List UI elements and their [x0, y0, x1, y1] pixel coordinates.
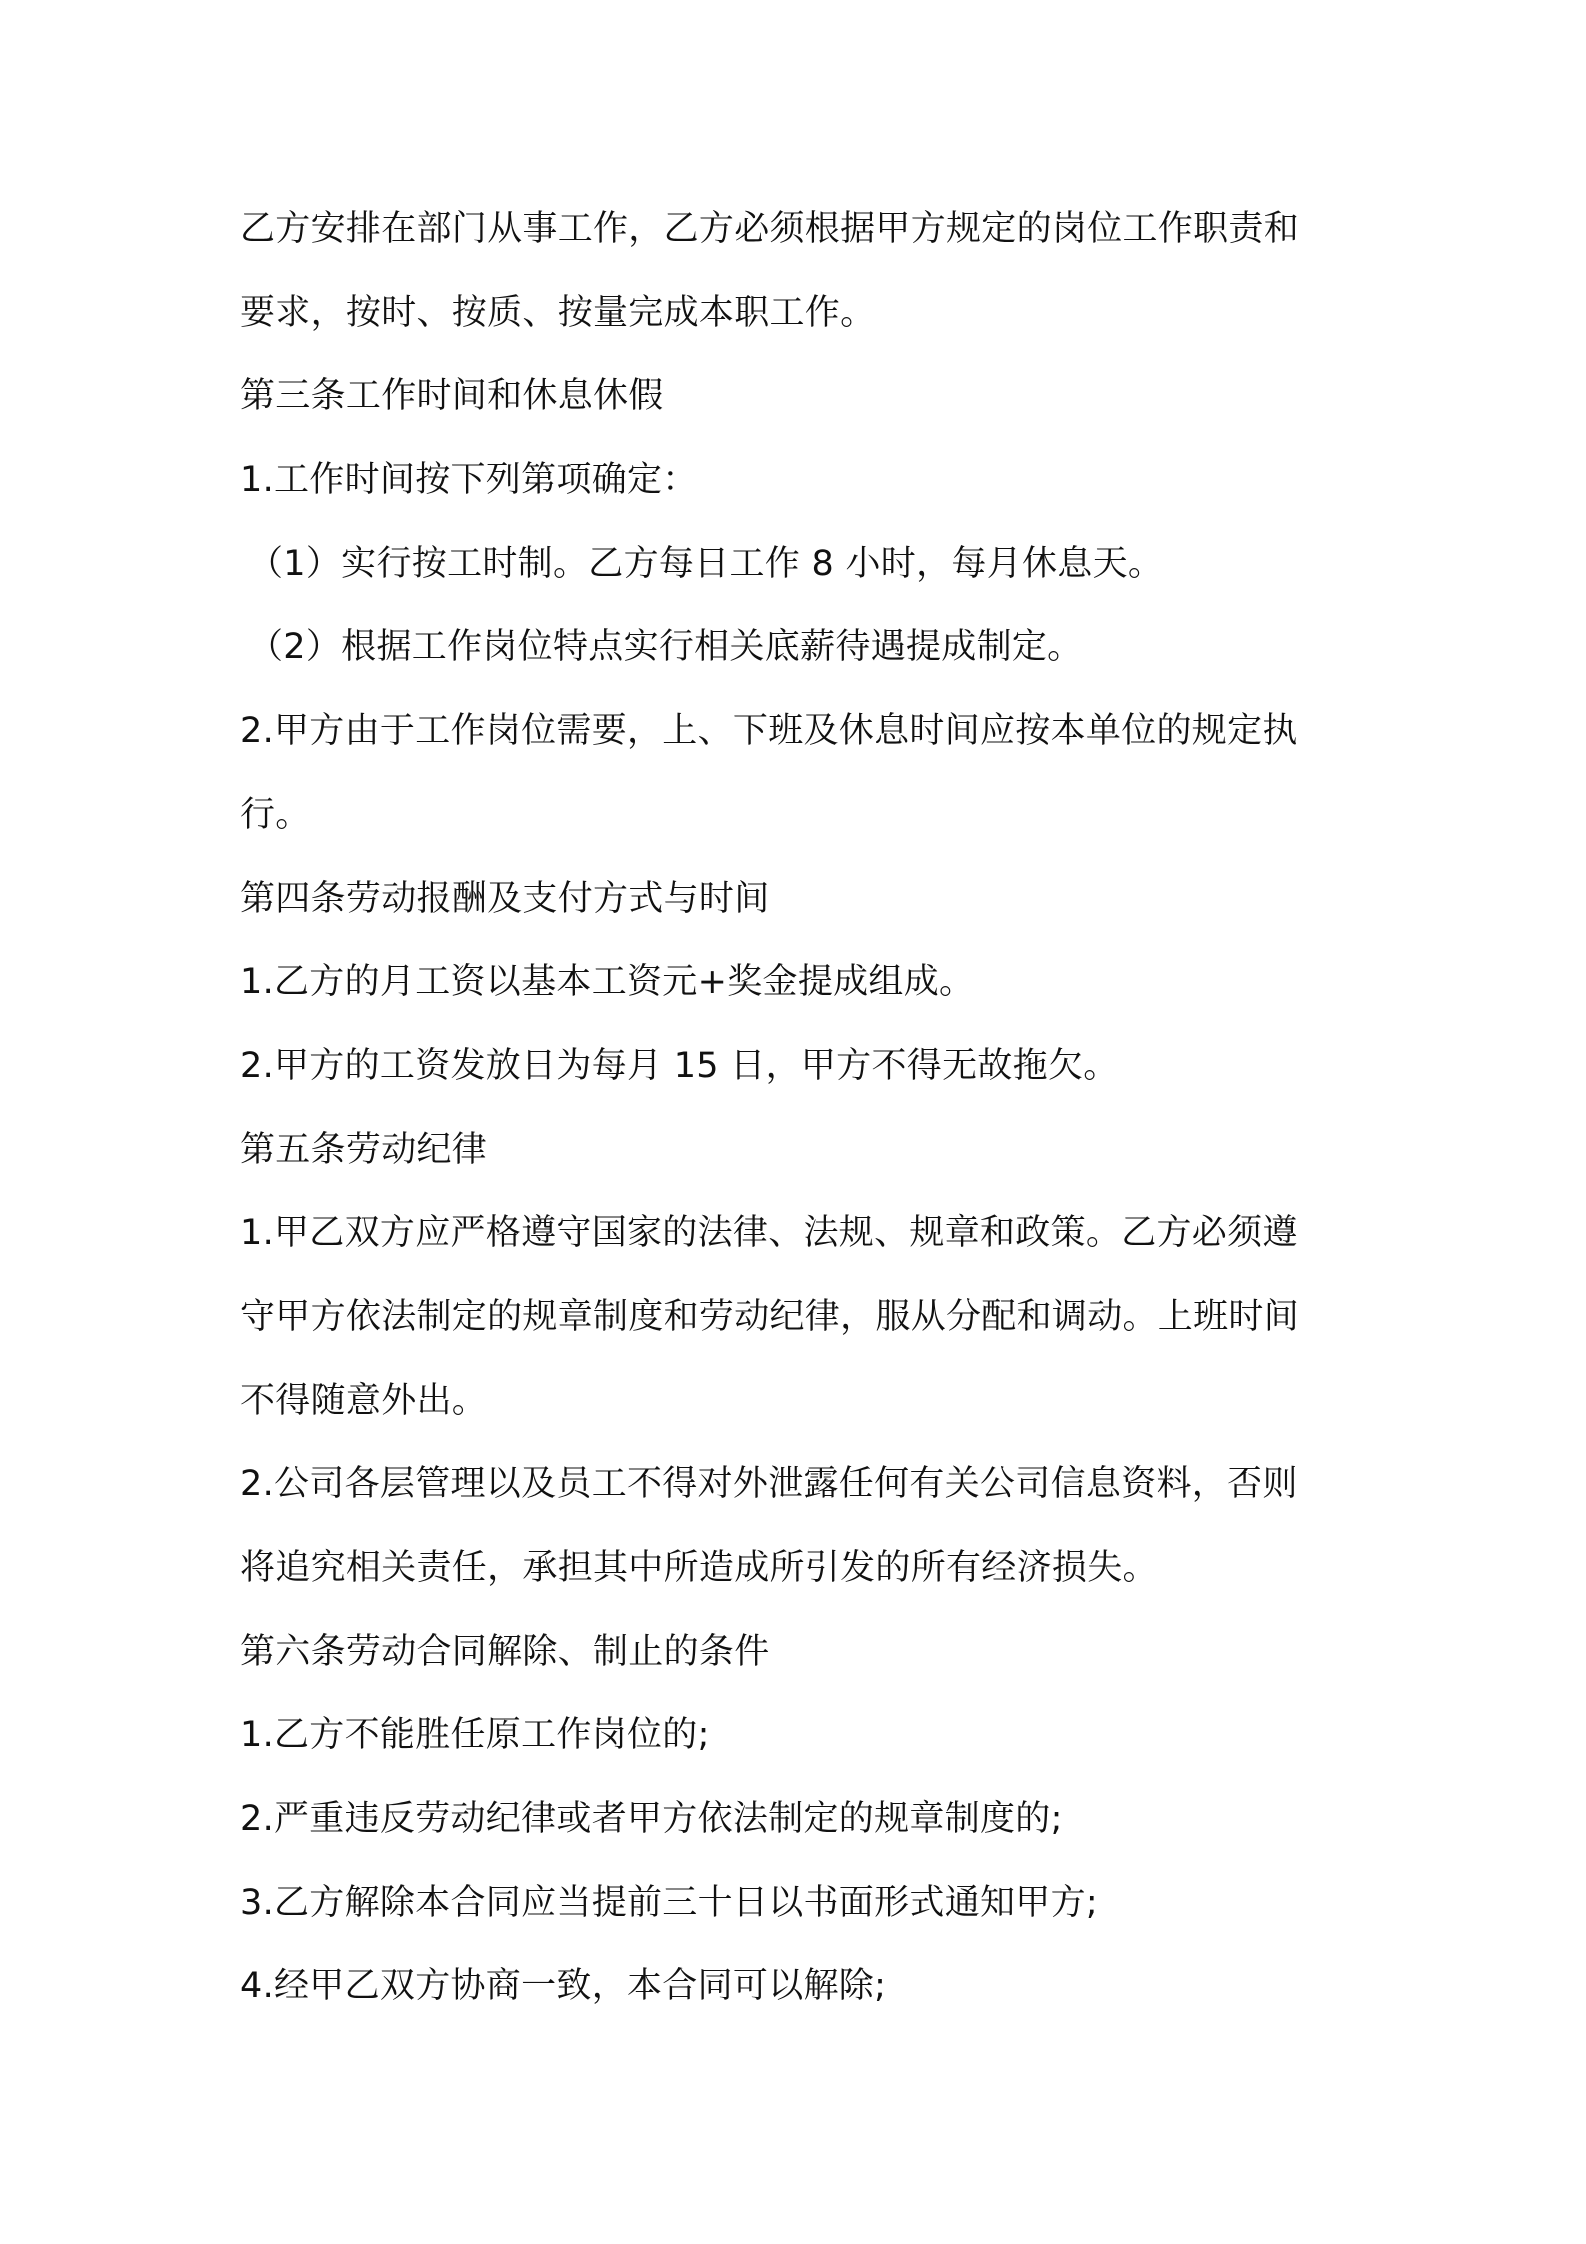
section-heading: 第三条工作时间和休息休假 [240, 376, 664, 417]
text-line: 3.乙方解除本合同应当提前三十日以书面形式通知甲方; [240, 1882, 1098, 1923]
text-line: 不得随意外出。 [240, 1380, 488, 1421]
text-line: 要求，按时、按质、按量完成本职工作。 [240, 292, 876, 333]
text-line: 乙方安排在部门从事工作，乙方必须根据甲方规定的岗位工作职责和 [240, 209, 1300, 249]
text-line: 守甲方依法制定的规章制度和劳动纪律，服从分配和调动。上班时间 [240, 1296, 1300, 1337]
text-line: 1.乙方的月工资以基本工资元+奖金提成组成。 [240, 962, 975, 1003]
text-line: 4.经甲乙双方协商一致，本合同可以解除; [240, 1966, 887, 2007]
text-line: 行。 [240, 794, 311, 835]
text-line: 将追究相关责任，承担其中所造成所引发的所有经济损失。 [240, 1548, 1158, 1588]
text-line: 2.严重违反劳动纪律或者甲方依法制定的规章制度的; [240, 1799, 1063, 1840]
section-heading: 第四条劳动报酬及支付方式与时间 [240, 878, 770, 919]
text-line: 1.甲乙双方应严格遵守国家的法律、法规、规章和政策。乙方必须遵 [240, 1213, 1298, 1254]
text-line: （1）实行按工时制。乙方每日工作 8 小时，每月休息天。 [248, 543, 1164, 584]
text-line: 1.乙方不能胜任原工作岗位的; [240, 1715, 710, 1756]
section-heading: 第六条劳动合同解除、制止的条件 [240, 1631, 770, 1672]
text-line: 2.公司各层管理以及员工不得对外泄露任何有关公司信息资料，否则 [240, 1464, 1298, 1505]
section-heading: 第五条劳动纪律 [240, 1129, 488, 1170]
text-line: 2.甲方的工资发放日为每月 15 日，甲方不得无故拖欠。 [240, 1045, 1119, 1086]
text-line: 1.工作时间按下列第项确定： [240, 460, 698, 501]
text-line: （2）根据工作岗位特点实行相关底薪待遇提成制定。 [248, 627, 1083, 668]
text-line: 2.甲方由于工作岗位需要，上、下班及休息时间应按本单位的规定执 [240, 711, 1298, 752]
document-body [240, 188, 1360, 2029]
